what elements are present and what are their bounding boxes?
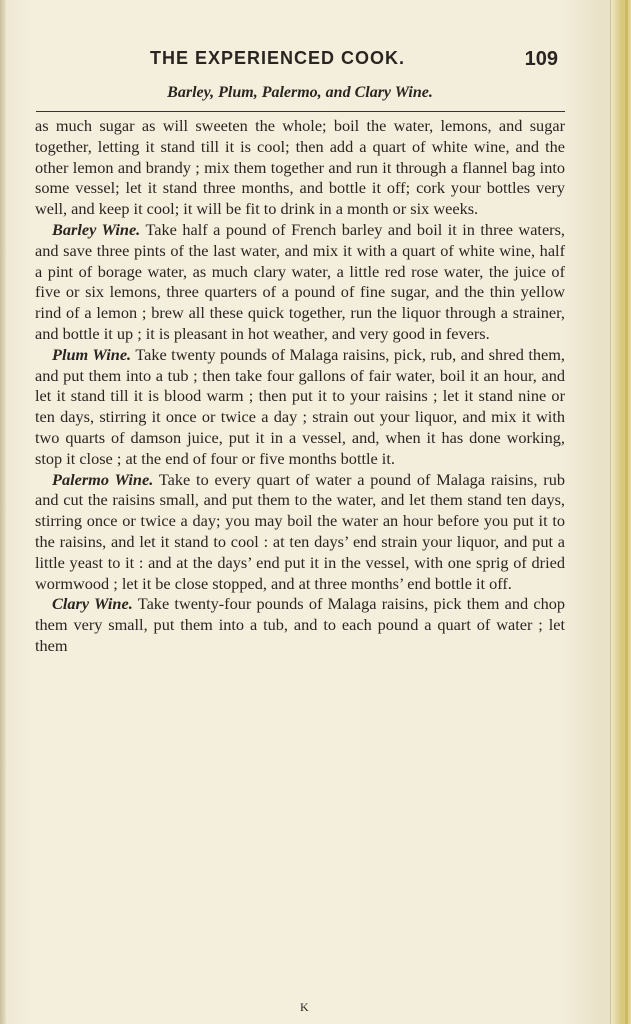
body-text (35, 116, 565, 657)
recipe-text: Take half a pound of French barley and boil it in three waters, and save three pints of the last water, and mix it with a quart of white wine, half a pint of borage water, as much clary water, a little red rose water, the juice of five or six lemons, three quarters of a pound of fine sugar, and the thin yellow rind of a lemon ; brew all these quick together, run the liquor through a strainer, and bottle it up ; it is pleasant in hot weather, and very good in fevers. (35, 219, 565, 343)
recipe-text: Take to every quart of water a pound of Malaga raisins, rub and cut the raisins small, and put them to the water, and let them stand ten days, stirring once or twice a day; you may boil the water an hour before you put it to the raisins, and let it stand to cool : at ten days’ end strain your liquor, and put a little yeast to it : and at the days’ end put it in the vessel, with one sprig of dried wormwood ; let it be close stopped, and at three months’ end bottle it off. (35, 469, 565, 593)
recipe-palermo-wine (35, 470, 565, 595)
recipe-text: Take twenty-four pounds of Malaga raisins, pick them and chop them very small, put them into a tub, and to each pound a quart of water ; let them (35, 594, 566, 655)
recipe-title: Palermo Wine. (52, 469, 154, 489)
page-left-edge (0, 0, 6, 1024)
title-rule (36, 111, 565, 112)
recipe-title: Plum Wine. (52, 344, 132, 364)
page-right-edge (610, 0, 631, 1024)
recipe-plum-wine (35, 345, 565, 470)
recipe-clary-wine (35, 594, 565, 656)
signature-mark: K (300, 1000, 310, 1014)
page-number: 109 (524, 48, 558, 70)
recipe-title: Barley Wine. (52, 219, 141, 239)
recipe-title: Clary Wine. (52, 594, 133, 614)
running-title: THE EXPERIENCED COOK. (150, 48, 406, 68)
section-title: Barley, Plum, Palermo, and Clary Wine. (167, 84, 433, 101)
recipe-barley-wine (35, 220, 565, 345)
page-header (150, 48, 570, 72)
continuation-paragraph: as much sugar as will sweeten the whole; boil the water, lemons, and sugar together, letting it stand till it is cool; then add a quart of white wine, and the other lemon and brandy ; mix them together and run it through a flannel bag into some vessel; let it stand three months, and bottle it off; cork your bottles very well, and keep it cool; it will be fit to drink in a month or six weeks. (35, 116, 565, 219)
recipe-text: Take twenty pounds of Malaga raisins, pick, rub, and shred them, and put them into a tub ; then take four gallons of fair water, boil it an hour, and let it stand till it is blood warm ; then put it to your raisins ; let it stand nine or ten days, stirring it once or twice a day ; strain out your liquor, and mix it with two quarts of damson juice, put it in a vessel, and, when it has done working, stop it close ; at the end of four or five months bottle it. (35, 344, 565, 468)
